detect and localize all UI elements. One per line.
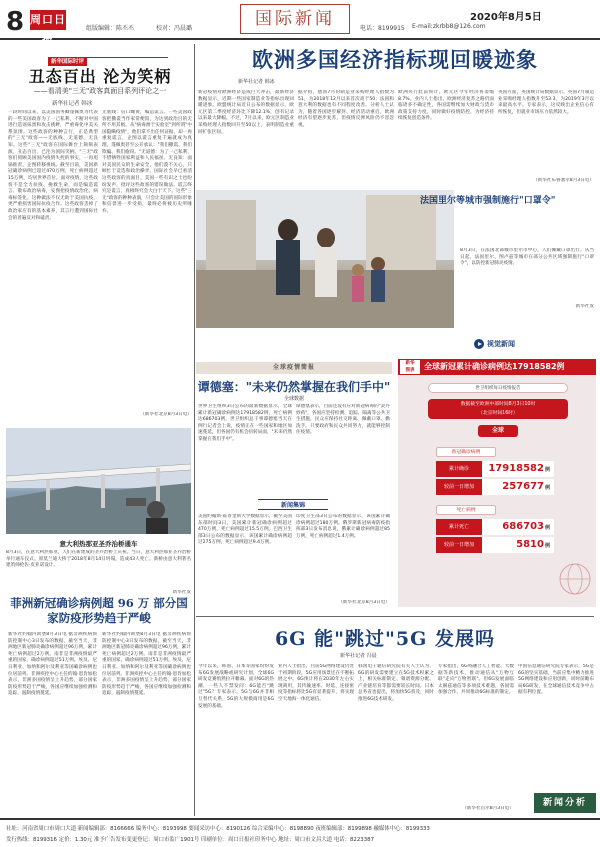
logo-top-text: 新华 [405,361,415,366]
visual-news-label: 视觉新闻 [487,340,515,348]
6g-column-1: 今年以来，韩国、日本等国家纷纷发布6G发展战略或研究计划，全球6G研发竞赛悄然拉开帷幕。面对6G的热潮，一些人不禁发问：6G能否"跳过"5G？专家表示，5G与6G并非相互替代关系，5G的大规模商用是6G发展的基础。 [198,664,274,709]
6g-byline: 新华社记者 冯晨 [340,653,377,659]
europe-column-4: 英国方面，英国统计局数据显示，英国7月制造业采购经理人指数升至53.3，为2019年3月以来最高水平。专家表示，这反映出企业信心有所恢复，但就业市场压力依然较大。 [498,90,594,115]
who-column-2: 谭德塞表示，目前还没有应对新冠病毒的"灵丹妙药"，各国应坚持检测、追踪、隔离等公共卫生措施，民众应保持社交距离、佩戴口罩、勤洗手。只要政府和民众共同努力，就能够控制住疫情。 [296,404,390,436]
bridge-caption-text: 8月3日，在意大利热那亚，人们在新建成的圣乔治桥上庆祝。当日，意大利热那亚圣乔治桥举行通车仪式。原莫兰迪大桥于2018年8月14日坍塌，造成43人死亡。新桥由意大利著名建筑师伦佐·皮亚诺设计。 [6,550,191,569]
bridge-caption [6,539,191,597]
stats-source: 世卫组织每日疫情报告 [428,383,568,393]
who-subtitle: 全球数据 [283,396,304,402]
visual-news-badge [474,337,570,351]
africa-article-title: 菲洲新冠确诊病例超 96 万 部分国家防疫形势趋于严峻 [10,596,188,625]
page-footer [0,818,600,847]
confirmed-label: 新冠确诊病例 [436,447,496,457]
africa-column-2: 新华社约翰内斯堡8月3日电 据非洲疾病预防控制中心3日发布的数据，截至当天，非洲地区新冠肺炎确诊病例超过96万例，累计死亡病例超过2万例。南非是非洲疫情最严重的国家，确诊病例超过51万例。埃及、尼日利亚、加纳和阿尔及利亚等国确诊病例也位居前列。非洲疾控中心主任约翰·恩肯加松表示，非洲多国疫情呈上升趋势，部分国家防疫形势趋于严峻，各国应继续加强检测和追踪，遏制疫情蔓延。 [102,632,191,697]
confirmed-total-label: 累计确诊 [436,461,482,477]
commentary-column-2: 无底线：信口雌黄，编造谎言。一些美国政客把撒谎当作家常便饭，为达到政治目的无所不用其极。从"病毒源于实验室"到所谓"中国隐瞒疫情"，他们拿不出任何证据，却一再重复谎言，企图以谎言重复千遍就成为真理。蓬佩奥甚至公开承认："我们撒谎、我们欺骗、我们偷窃。"无道德：为了一己私利，不惜牺牲国家利益和人民福祉。无良知：面对美国民众的生命安全，他们漠不关心，只顾忙于竞选和政治操弄。国际社会早已看清这些政客的真面目。美国一些有识之士也纷纷发声，批评这些政客的错误做法。谎言终究是谎言，真相终究会大白于天下。这些"三无"政客的种种表演，只会让美国的国际形象和信誉进一步受损，最终必将被历史所唾弃。 [102,110,192,214]
6g-column-3: 韩国电子通信研究院有关人士认为，6G的研发需要建立在5G技术积累之上，相关标准制定、频谱资源分配、产业链培育等都需要较长时间。日本总务省也提出，将加快5G普及，同时推进6G技术研发。 [358,664,434,702]
footer-line-2: 发行热线：8199316 定价：1.30元 准予广告发布变更登记：周口市监广1901号 印刷单位：周口日报社印务中心 地址：周口市文昌大道 电话：8223387 [6,837,375,843]
street-caption-text: 8月3日，在法国北部城市里尔市中心，人们佩戴口罩出行。从当日起，法国里尔、图卢兹等城市在部分公共区域强制施行"口罩令"，以防控新冠肺炎疫情。 [460,248,594,267]
street-caption [460,248,594,311]
confirmed-new-value: 257677例 [502,481,550,492]
who-title: 谭德塞："未来仍然掌握在我们手中" [197,380,391,394]
footer-line-1: 社址：河南省周口市周口大道 新闻编辑部：8166666 编务中心：8193998 要闻采访中心：8190126 综合采编中心：8198890 夜班编辑部：8199898 融媒体中心：8199333 [6,826,430,832]
brief-column-2: 印度卫生部3日公布的数据显示，该国累计确诊病例超过180万例。俄罗斯新冠病毒防疫指挥部3日发布消息说，俄累计确诊病例超过85万例，死亡病例超过1.4万例。 [296,514,390,539]
europe-byline: 新华社记者 韩冰 [238,79,275,85]
6g-end: （新华社首尔8月3日电） [462,806,514,811]
death-new-value: 5810例 [516,539,550,550]
commentary-tag [48,48,168,65]
stats-timestamp [428,399,568,419]
commentary-title: 丑态百出 沦为笑柄 [28,67,172,86]
briefing-tag: 全球疫情简报 [196,362,392,374]
bridge-photo [6,428,191,534]
paper-logo: 周口日报 [30,10,66,30]
africa-column-1: 新华社约翰内斯堡8月3日电 据非洲疾病预防控制中心3日发布的数据，截至当天，非洲地区新冠肺炎确诊病例超过96万例，累计死亡病例超过2万例。南非是非洲疫情最严重的国家，确诊病例超过51万例。埃及、尼日利亚、加纳和阿尔及利亚等国确诊病例也位居前列。非洲疾控中心主任约翰·恩肯加松表示，非洲多国疫情呈上升趋势，部分国家防疫形势趋于严峻，各国应继续加强检测和追踪，遏制疫情蔓延。 [8,632,97,697]
play-icon [474,339,484,349]
globe-icon [558,549,592,601]
bridge-caption-title: 意大利热那亚圣乔治桥通车 [59,540,138,548]
news-analysis-badge: 新闻分析 [534,793,596,813]
europe-end: （新华社布鲁塞尔8月3日电） [533,178,594,183]
commentary-tag-label: 新华国际时评 [48,58,87,66]
time-line-1: 数据截至欧洲中部时间8月3日10时 [460,402,536,407]
street-illustration [196,190,454,328]
death-total-row [436,519,554,535]
death-total-label: 累计死亡 [436,519,482,535]
confirmed-new-row [436,479,554,495]
europe-column-1: 新冠疫情对欧洲经济造成巨大冲击，最新经济数据显示，近期一些国家制造业等指标出现回暖迹象。欧盟统计局近日公布的数据显示，欧元区第二季度经济环比下降12.1%，创有记录以来最大降幅。不过，7月以来，欧元区制造业采购经理人指数回升至50以上，表明制造业重回扩张区间。 [198,90,294,135]
who-column-1: 世界卫生组织3日公布的最新数据显示，全球累计新冠确诊病例达17918582例，死亡病例达686703例。世卫组织总干事谭德塞当天在例行记者会上说，疫情正在一些国家和地区加速蔓延，但各国仍有机会扭转局面，"未来仍然掌握在我们手中"。 [198,404,292,442]
6g-column-2: 业内人士指出，目前5G网络建设仍处于初期阶段，5G应用场景还在不断拓展之中。6G预计将在2030年左右实现商用，其传输速率、时延、连接密度等指标将比5G有显著提升，将实现空天地海一体化通信。 [278,664,354,702]
page-number: 8 [6,7,25,37]
issue-date: 2020年8月5日 [470,12,542,23]
commentary-subtitle: ——看清美"三无"政客真面目系列评论之一 [33,87,167,95]
phone: 电话：8199915 [360,25,405,32]
street-caption-title: 法国里尔等城市强制施行"口罩令" [420,196,556,206]
death-label: 死亡病例 [436,505,496,515]
editor-credit: 组版编辑：陈丕丕 [86,25,135,32]
confirmed-new-label: 较前一日增加 [436,479,482,495]
who-briefing [196,362,392,610]
news-brief-heading: 新闻集锦 [258,499,328,510]
commentary-column-1: 一段时间以来，以美国国务卿蓬佩奥为代表的一些美国政客为了一己私利，不断对中国进行造谣抹黑和攻击挑衅，严重毒化中美关系氛围。这些政客的种种言行，正是典型的"三无"政客——无底线、无道德、无良知。这些"三无"政客在国际舞台上频频表演，丑态百出，已沦为国际笑柄。"三无"政客们罔顾美国国内疫情失控的事实，一再甩锅推责，企图转移视线。截至目前，美国新冠确诊病例已超过470万例，死亡病例超过15万例，均居世界首位。面对疫情，这些政客不是全力抗疫、挽救生命，而是编造谎言、散布政治病毒，妄图把疫情政治化、病毒标签化。这种做法不仅无助于美国抗疫，更严重损害国际抗疫合作。这些政客丢掉了政治家应有的基本素养，其言行遭到国际社会的普遍反对和谴责。 [8,110,98,221]
europe-column-3: 欧洲央行此前预计，欧元区今年经济将萎缩8.7%。业内人士指出，欧洲经济复苏之路仍面临诸多不确定性，各国需继续加大财政与货币政策支持力度，同时做好疫情防控，为经济持续恢复创造条件。 [398,90,494,122]
street-photo [196,190,454,328]
stats-title-bar: 全球新冠累计确诊病例达17918582例 [398,359,596,375]
proof-credit: 校对：冯晨璐 [156,25,193,32]
column-divider [194,44,195,816]
street-caption-credit: 新华社发 [575,304,594,309]
who-end: （新华社北京8月3日电） [338,600,390,605]
email: E-mail:zkrbb8@126.com [412,23,486,30]
6g-column-5: 中国信息通信研究院专家表示，5G是6G的坚实基础，当前应集中精力推进5G网络建设和应用创新，同时前瞻布局6G研发，在全球通信技术竞争中占据有利位置。 [518,664,594,696]
6g-column-4: 专家指出，6G将融合人工智能、大数据等新技术，推动通信从"万物互联"走向"万物智联"。但6G发展面临太赫兹通信等多项技术难题，各国需加强合作，共同推动6G标准的制定。 [438,664,514,696]
bridge-caption-credit: 新华社发 [172,590,191,595]
europe-article-title: 欧洲多国经济指标现回暖迹象 [252,47,538,72]
commentary-end: （新华社北京8月3日电） [140,412,192,417]
section-title: 国际新闻 [240,4,350,34]
page-header [0,0,600,46]
commentary-byline: 新华社记者 韩冰 [52,101,93,107]
time-line-2: （北京时间16时） [478,411,518,416]
xinhua-chart-logo [400,360,420,374]
europe-column-2: 据介绍，德国7月份制造业采购经理人指数为51，为2018年12月以来首次高于50；法国和意大利的数据也有不同程度改善。分析人士认为，随着各国逐步解封、经济活动重启，欧洲经济有望逐步复苏，但疫情反弹风险仍不容忽视。 [298,90,394,128]
death-new-label: 较前一日增加 [436,537,482,553]
death-total-value: 686703例 [502,521,550,532]
section-divider [196,616,594,617]
confirmed-total-row [436,461,554,477]
logo-bottom-text: 图表 [405,368,415,373]
6g-article-title: 6G 能"跳过"5G 发展吗 [275,628,495,650]
covid-stats-panel [398,359,596,607]
brief-column-1: 美国约翰斯·霍普金斯大学数据显示，截至美国东部时间3日，美国累计新冠确诊病例超过470万例，死亡病例超过15.5万例。巴西卫生部3日公布的数据显示，该国累计确诊病例超过275万例，死亡病例超过9.4万例。 [198,514,292,546]
death-new-row [436,537,554,553]
bridge-illustration [6,428,191,534]
global-label: 全球 [478,425,518,437]
confirmed-total-value: 17918582例 [488,463,550,474]
